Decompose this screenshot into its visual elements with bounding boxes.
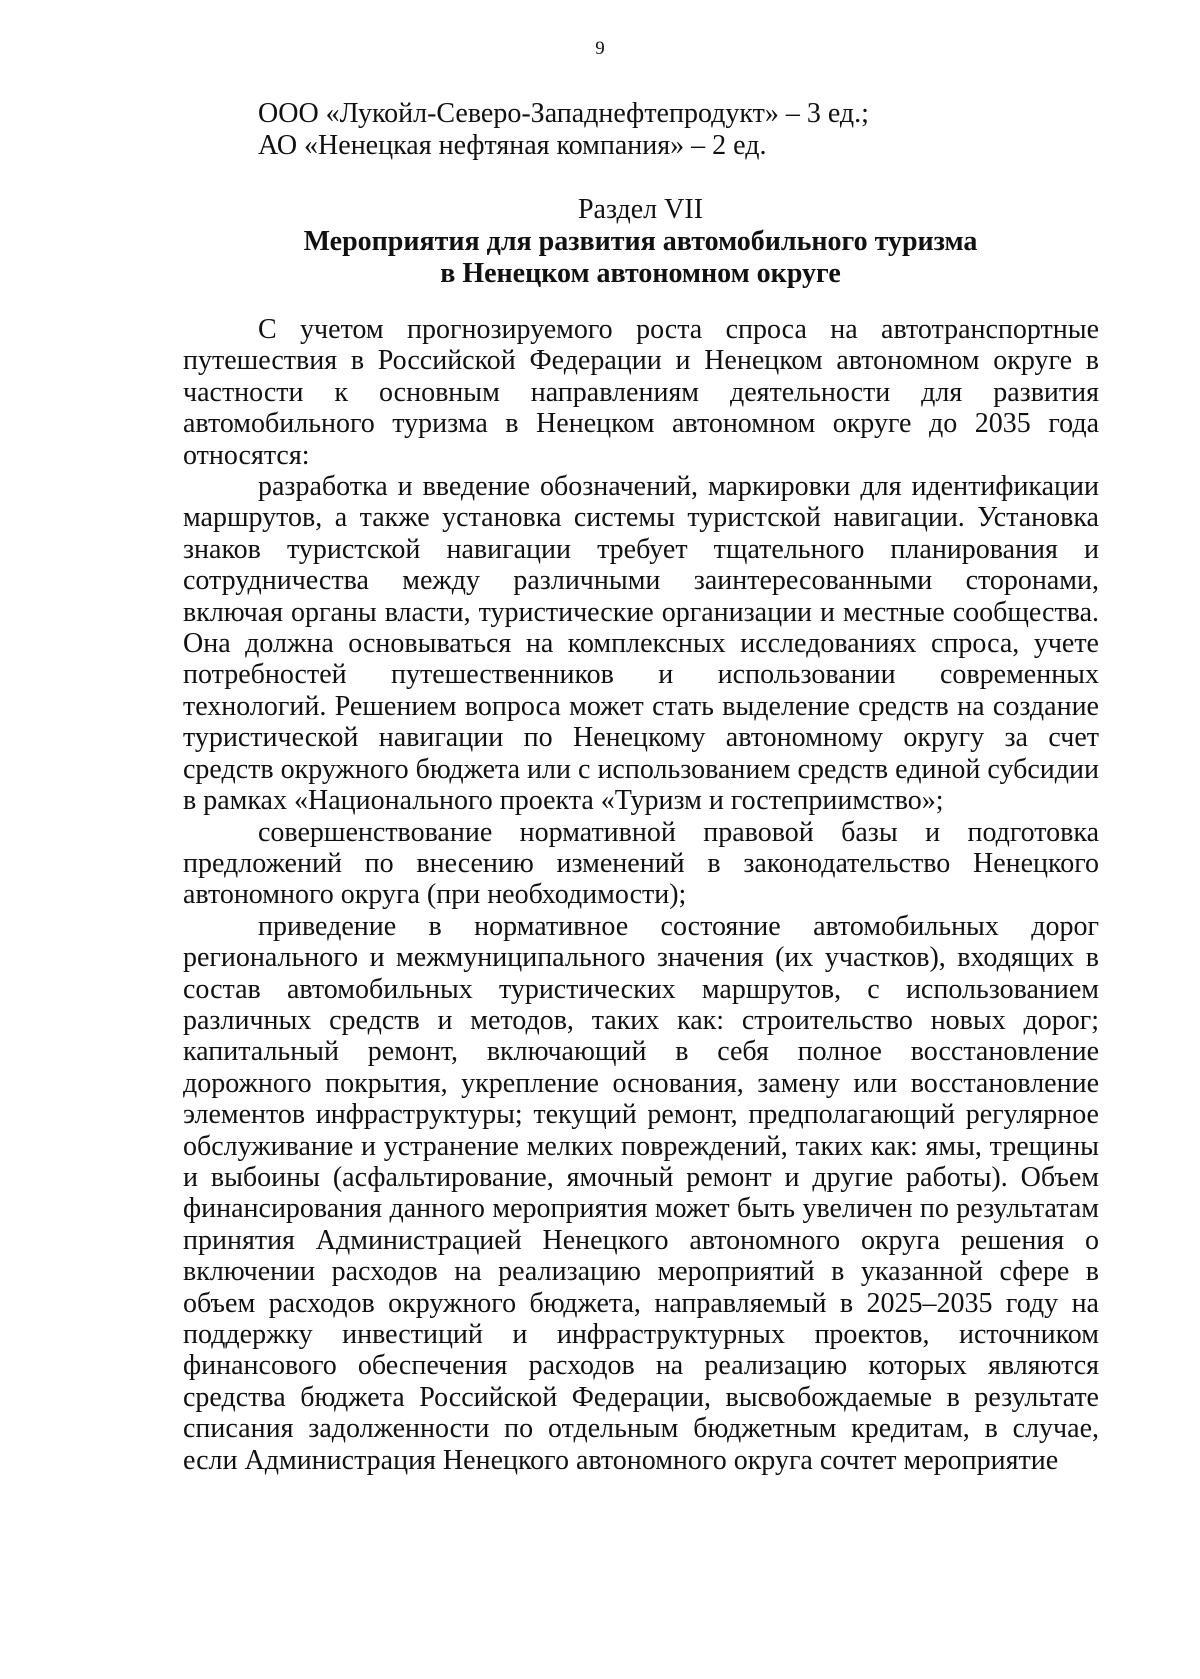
section-label: Раздел VII <box>577 194 704 225</box>
paragraph-intro: С учетом прогнозируемого роста спроса на автотранспортные путешествия в Российской Федерации и Ненецком автономном округе в частности к основным направлениям деятельности для развития автомобильного туризма в Ненецком автономном округе до 2035 года относятся: <box>183 314 1099 471</box>
list-item: ООО «Лукойл-Северо-Западнефтепродукт» – 3 ед.; <box>258 98 869 129</box>
page-number: 9 <box>595 38 605 59</box>
section-title-line-2: в Ненецком автономном округе <box>440 258 841 289</box>
operator-list <box>258 98 869 162</box>
paragraph-legislation: совершенствование нормативной правовой базы и подготовка предложений по внесению изменений в законодательство Ненецкого автономного округа (при необходимости); <box>183 816 1099 911</box>
list-item: АО «Ненецкая нефтяная компания» – 2 ед. <box>258 130 767 161</box>
paragraph-roads: приведение в нормативное состояние автомобильных дорог регионального и межмуниципального значения (их участков), входящих в состав автомобильных туристических маршрутов, с использованием различных средств и методов, таких как: строительство новых дорог; капитальный ремонт, включающий в себя полное восстановление дорожного покрытия, укрепление основания, замену или восстановление элементов инфраструктуры; текущий ремонт, предполагающий регулярное обслуживание и устранение мелких повреждений, таких как: ямы, трещины и выбоины (асфальтирование, ямочный ремонт и другие работы). Объем финансирования данного мероприятия может быть увеличен по результатам принятия Администрацией Ненецкого автономного округа решения о включении расходов на реализацию мероприятий в указанной сфере в объем расходов окружного бюджета, направляемый в 2025–2035 году на поддержку инвестиций и инфраструктурных проектов, источником финансового обеспечения расходов на реализацию которых являются средства бюджета Российской Федерации, высвобождаемые в результате списания задолженности по отдельным бюджетным кредитам, в случае, если Администрация Ненецкого автономного округа сочтет мероприятие <box>183 910 1099 1476</box>
paragraph-navigation: разработка и введение обозначений, маркировки для идентификации маршрутов, а также установка системы туристской навигации. Установка знаков туристской навигации требует тщательного планирования и сотрудничества между различными заинтересованными сторонами, включая органы власти, туристические организации и местные сообщества. Она должна основываться на комплексных исследованиях спроса, учете потребностей путешественников и использовании современных технологий. Решением вопроса может стать выделение средств на создание туристической навигации по Ненецкому автономному округу за счет средств окружного бюджета или с использованием средств единой субсидии в рамках «Национального проекта «Туризм и гостеприимство»; <box>183 471 1099 817</box>
section-header <box>183 194 1098 290</box>
body-text <box>183 314 1099 1476</box>
section-title-line-1: Мероприятия для развития автомобильного туризма <box>303 226 978 257</box>
